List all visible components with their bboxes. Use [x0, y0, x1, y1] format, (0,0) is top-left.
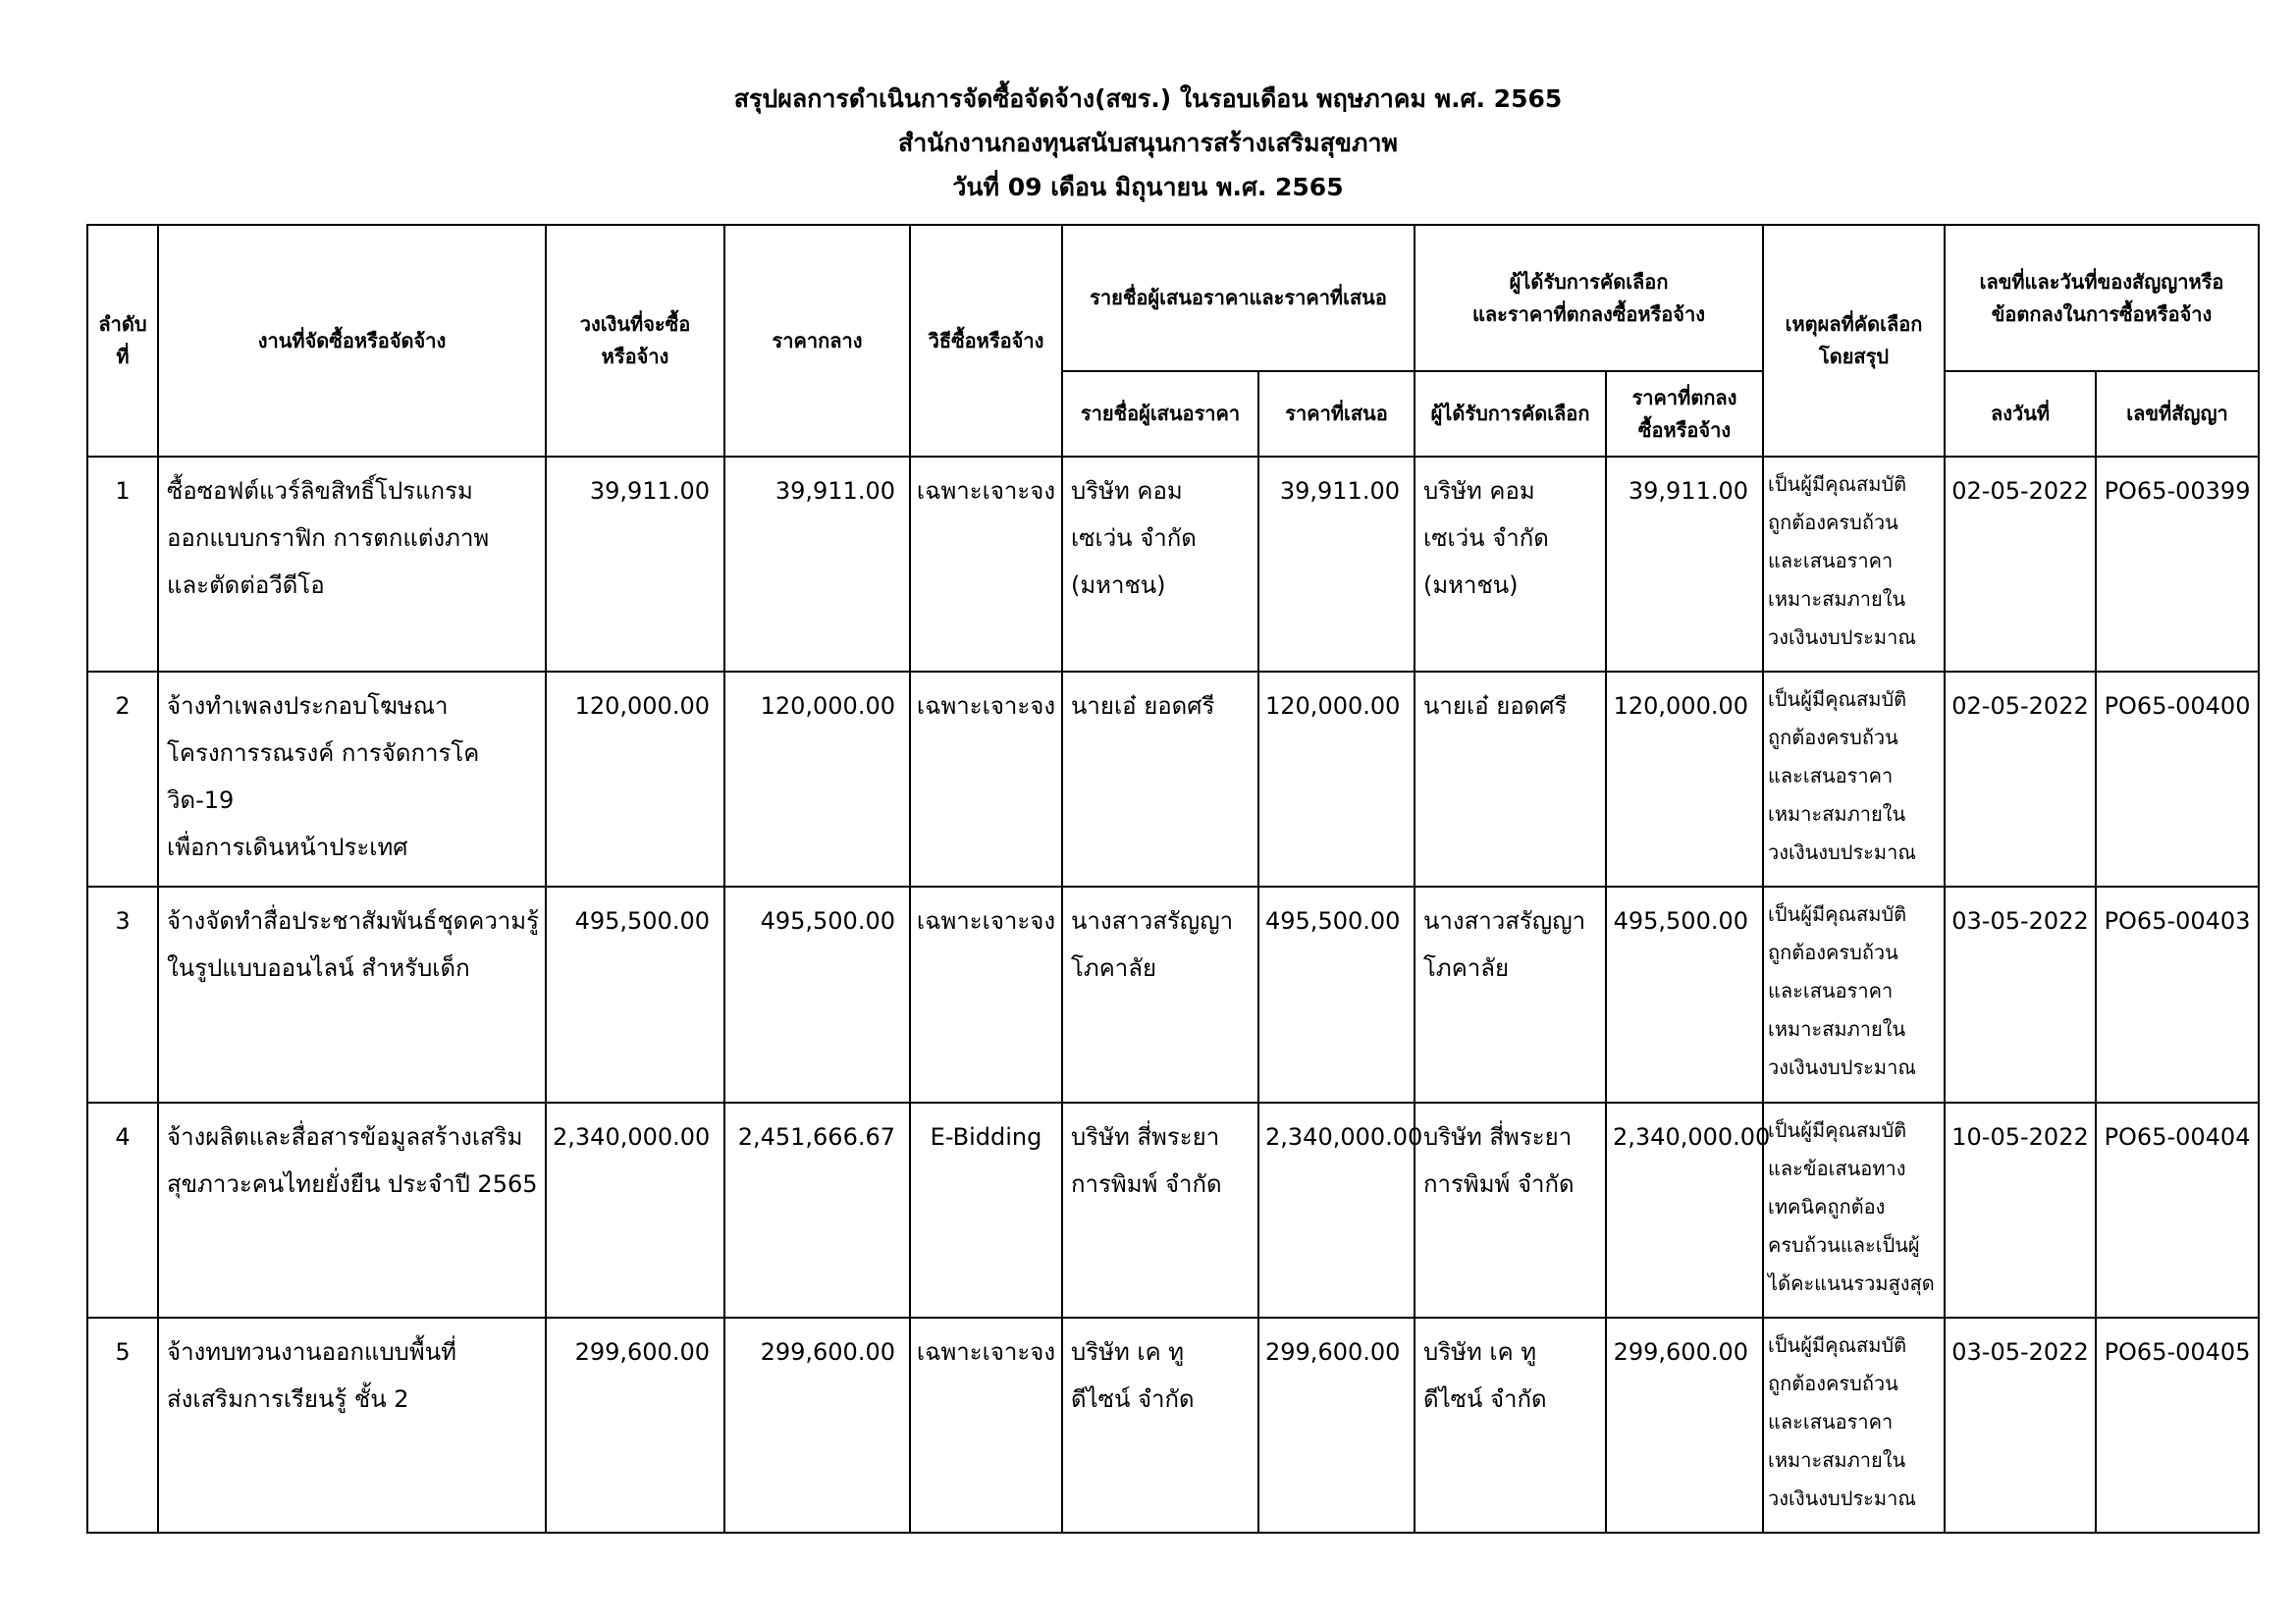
cell-reason	[1763, 1103, 1945, 1318]
cell-budget	[546, 457, 724, 672]
cell-work-text: จ้างทำเพลงประกอบโฆษณา โครงการรณรงค์ การจัดการโควิด-19 เพื่อการเดินหน้าประเทศ	[167, 692, 480, 862]
cell-contract-no-text: PO65-00400	[2104, 692, 2251, 721]
cell-contract-date	[1945, 672, 2096, 887]
cell-seq	[87, 672, 158, 887]
table-row	[87, 672, 2259, 887]
cell-bid-price-text: 2,340,000.00	[1265, 1122, 1423, 1151]
cell-agreed-price	[1606, 887, 1763, 1102]
table-row	[87, 457, 2259, 672]
cell-work	[158, 672, 546, 887]
cell-agreed-price-text: 495,500.00	[1613, 907, 1749, 936]
cell-reason	[1763, 457, 1945, 672]
cell-contract-no-text: PO65-00403	[2104, 907, 2251, 936]
cell-bidder-name	[1062, 1103, 1258, 1318]
cell-reason	[1763, 887, 1945, 1102]
cell-median-price-text: 120,000.00	[760, 692, 895, 721]
cell-winner-name-text: บริษัท เค ทู ดีไซน์ จำกัด	[1423, 1337, 1547, 1413]
cell-reason	[1763, 672, 1945, 887]
cell-method-text: เฉพาะเจาะจง	[916, 1337, 1056, 1366]
cell-contract-no-text: PO65-00399	[2104, 477, 2251, 505]
table-row	[87, 887, 2259, 1102]
cell-seq-text: 5	[115, 1337, 131, 1366]
header-median-price: ราคากลาง	[724, 225, 910, 457]
cell-work-text: จ้างทบทวนงานออกแบบพื้นที่ ส่งเสริมการเรียนรู้ ชั้น 2	[167, 1337, 456, 1413]
cell-contract-date	[1945, 1103, 2096, 1318]
cell-agreed-price	[1606, 1103, 1771, 1318]
cell-seq	[87, 1103, 158, 1318]
cell-work	[158, 1318, 546, 1533]
cell-method	[910, 672, 1062, 887]
header-seq: ลำดับ ที่	[87, 225, 158, 457]
cell-budget-text: 120,000.00	[574, 692, 710, 721]
cell-budget-text: 495,500.00	[574, 907, 710, 936]
cell-bid-price	[1258, 887, 1415, 1102]
cell-contract-date	[1945, 457, 2096, 672]
cell-budget	[546, 1103, 724, 1318]
cell-seq-text: 3	[115, 907, 131, 936]
header-reason: เหตุผลที่คัดเลือก โดยสรุป	[1763, 225, 1945, 457]
cell-bid-price-text: 39,911.00	[1279, 477, 1400, 505]
cell-winner-name	[1415, 887, 1606, 1102]
table-body	[87, 457, 2259, 1533]
document-date: วันที่ 09 เดือน มิถุนายน พ.ศ. 2565	[952, 173, 1344, 201]
cell-bidder-name-text: นางสาวสรัญญา โภคาลัย	[1071, 907, 1234, 983]
header-method: วิธีซื้อหรือจ้าง	[910, 225, 1062, 457]
cell-winner-name-text: บริษัท คอม เซเว่น จำกัด (มหาชน)	[1423, 477, 1549, 599]
cell-agreed-price-text: 39,911.00	[1628, 477, 1749, 505]
cell-contract-date	[1945, 887, 2096, 1102]
cell-budget	[546, 1318, 724, 1533]
cell-work	[158, 1103, 546, 1318]
cell-bid-price-text: 299,600.00	[1265, 1337, 1401, 1366]
cell-method-text: เฉพาะเจาะจง	[916, 907, 1056, 936]
header-contract-date: ลงวันที่	[1945, 371, 2096, 457]
cell-contract-no	[2096, 1318, 2259, 1533]
cell-winner-name-text: บริษัท สี่พระยา การพิมพ์ จำกัด	[1423, 1122, 1575, 1198]
cell-contract-no-text: PO65-00405	[2104, 1337, 2251, 1366]
cell-seq	[87, 887, 158, 1102]
cell-work	[158, 457, 546, 672]
cell-bidder-name	[1062, 887, 1258, 1102]
table-row	[87, 1318, 2259, 1533]
cell-bidder-name-text: บริษัท สี่พระยา การพิมพ์ จำกัด	[1071, 1122, 1222, 1198]
cell-work-text: จ้างผลิตและสื่อสารข้อมูลสร้างเสริม สุขภาวะคนไทยยั่งยืน ประจำปี 2565	[167, 1122, 538, 1198]
header-budget: วงเงินที่จะซื้อ หรือจ้าง	[546, 225, 724, 457]
cell-reason-text: เป็นผู้มีคุณสมบัติ ถูกต้องครบถ้วน และเสนอราคา เหมาะสมภายใน วงเงินงบประมาณ	[1768, 1332, 1916, 1510]
cell-median-price	[724, 1103, 910, 1318]
cell-work-text: จ้างจัดทำสื่อประชาสัมพันธ์ชุดความรู้ ในรูปแบบออนไลน์ สำหรับเด็ก	[167, 907, 539, 983]
cell-median-price	[724, 672, 910, 887]
cell-bid-price	[1258, 457, 1415, 672]
cell-budget-text: 2,340,000.00	[553, 1122, 711, 1151]
cell-contract-date-text: 02-05-2022	[1951, 692, 2089, 721]
cell-bid-price-text: 120,000.00	[1265, 692, 1401, 721]
cell-method	[910, 1318, 1062, 1533]
cell-contract-no	[2096, 1103, 2259, 1318]
cell-contract-date-text: 02-05-2022	[1951, 477, 2089, 505]
cell-winner-name-text: นายเอ๋ ยอดศรี	[1423, 692, 1568, 721]
header-agreed-price: ราคาที่ตกลง ซื้อหรือจ้าง	[1606, 371, 1763, 457]
cell-reason-text: เป็นผู้มีคุณสมบัติ ถูกต้องครบถ้วน และเสนอราคา เหมาะสมภายใน วงเงินงบประมาณ	[1768, 902, 1916, 1080]
cell-work	[158, 887, 546, 1102]
cell-method-text: E-Bidding	[930, 1122, 1042, 1151]
cell-contract-date	[1945, 1318, 2096, 1533]
header-bidders-group: รายชื่อผู้เสนอราคาและราคาที่เสนอ	[1062, 225, 1415, 371]
cell-winner-name	[1415, 672, 1606, 887]
cell-reason-text: เป็นผู้มีคุณสมบัติ ถูกต้องครบถ้วน และเสนอราคา เหมาะสมภายใน วงเงินงบประมาณ	[1768, 472, 1916, 649]
cell-seq	[87, 1318, 158, 1533]
cell-contract-date-text: 03-05-2022	[1951, 907, 2089, 936]
cell-median-price	[724, 1318, 910, 1533]
cell-bidder-name	[1062, 1318, 1258, 1533]
cell-budget	[546, 672, 724, 887]
cell-budget-text: 299,600.00	[574, 1337, 710, 1366]
cell-bid-price	[1258, 1103, 1423, 1318]
cell-agreed-price-text: 120,000.00	[1613, 692, 1749, 721]
cell-median-price-text: 39,911.00	[774, 477, 895, 505]
header-contract-group: เลขที่และวันที่ของสัญญาหรือ ข้อตกลงในการซื้อหรือจ้าง	[1945, 225, 2259, 371]
cell-median-price	[724, 887, 910, 1102]
cell-winner-name	[1415, 1103, 1606, 1318]
cell-agreed-price	[1606, 672, 1763, 887]
cell-agreed-price-text: 2,340,000.00	[1613, 1122, 1771, 1151]
cell-reason-text: เป็นผู้มีคุณสมบัติ ถูกต้องครบถ้วน และเสนอราคา เหมาะสมภายใน วงเงินงบประมาณ	[1768, 687, 1916, 865]
table-row	[87, 1103, 2259, 1318]
cell-seq-text: 2	[115, 692, 131, 721]
cell-bidder-name-text: นายเอ๋ ยอดศรี	[1071, 692, 1215, 721]
cell-bidder-name	[1062, 457, 1258, 672]
cell-contract-date-text: 03-05-2022	[1951, 1337, 2089, 1366]
cell-bidder-name-text: บริษัท เค ทู ดีไซน์ จำกัด	[1071, 1337, 1195, 1413]
cell-method	[910, 1103, 1062, 1318]
cell-winner-name	[1415, 457, 1606, 672]
cell-agreed-price	[1606, 457, 1763, 672]
document-organization: สำนักงานกองทุนสนับสนุนการสร้างเสริมสุขภาพ	[897, 129, 1399, 157]
cell-contract-no	[2096, 672, 2259, 887]
cell-winner-name-text: นางสาวสรัญญา โภคาลัย	[1423, 907, 1586, 983]
header-winner-name: ผู้ได้รับการคัดเลือก	[1415, 371, 1606, 457]
cell-contract-date-text: 10-05-2022	[1951, 1122, 2089, 1151]
cell-contract-no	[2096, 457, 2259, 672]
cell-median-price-text: 2,451,666.67	[737, 1122, 895, 1151]
cell-budget	[546, 887, 724, 1102]
cell-bidder-name	[1062, 672, 1258, 887]
cell-median-price-text: 495,500.00	[760, 907, 895, 936]
cell-method-text: เฉพาะเจาะจง	[916, 692, 1056, 721]
cell-seq-text: 1	[115, 477, 131, 505]
cell-seq-text: 4	[115, 1122, 131, 1151]
header-bid-price: ราคาที่เสนอ	[1258, 371, 1415, 457]
cell-reason	[1763, 1318, 1945, 1533]
cell-method-text: เฉพาะเจาะจง	[916, 477, 1056, 505]
header-work: งานที่จัดซื้อหรือจัดจ้าง	[158, 225, 546, 457]
cell-median-price-text: 299,600.00	[760, 1337, 895, 1366]
procurement-table	[86, 224, 2260, 1534]
document-title: สรุปผลการดำเนินการจัดซื้อจัดจ้าง(สขร.) ในรอบเดือน พฤษภาคม พ.ศ. 2565	[733, 84, 1563, 113]
cell-agreed-price	[1606, 1318, 1763, 1533]
cell-bid-price-text: 495,500.00	[1265, 907, 1401, 936]
header-contract-no: เลขที่สัญญา	[2096, 371, 2259, 457]
header-row-top	[87, 225, 2259, 371]
cell-contract-no	[2096, 887, 2259, 1102]
cell-work-text: ซื้อซอฟต์แวร์ลิขสิทธิ์โปรแกรม ออกแบบกราฟิก การตกแต่งภาพ และตัดต่อวีดีโอ	[167, 477, 490, 599]
cell-bid-price	[1258, 672, 1415, 887]
cell-method	[910, 887, 1062, 1102]
header-winner-group: ผู้ได้รับการคัดเลือก และราคาที่ตกลงซื้อหรือจ้าง	[1415, 225, 1763, 371]
cell-budget-text: 39,911.00	[589, 477, 710, 505]
cell-agreed-price-text: 299,600.00	[1613, 1337, 1749, 1366]
cell-method	[910, 457, 1062, 672]
cell-bidder-name-text: บริษัท คอม เซเว่น จำกัด (มหาชน)	[1071, 477, 1197, 599]
document-titles	[0, 77, 2296, 209]
cell-bid-price	[1258, 1318, 1415, 1533]
cell-contract-no-text: PO65-00404	[2104, 1122, 2251, 1151]
cell-reason-text: เป็นผู้มีคุณสมบัติ และข้อเสนอทาง เทคนิคถูกต้อง ครบถ้วนและเป็นผู้ ได้คะแนนรวมสูงสุด	[1768, 1117, 1935, 1295]
header-bidder-name: รายชื่อผู้เสนอราคา	[1062, 371, 1258, 457]
cell-seq	[87, 457, 158, 672]
cell-winner-name	[1415, 1318, 1606, 1533]
cell-median-price	[724, 457, 910, 672]
